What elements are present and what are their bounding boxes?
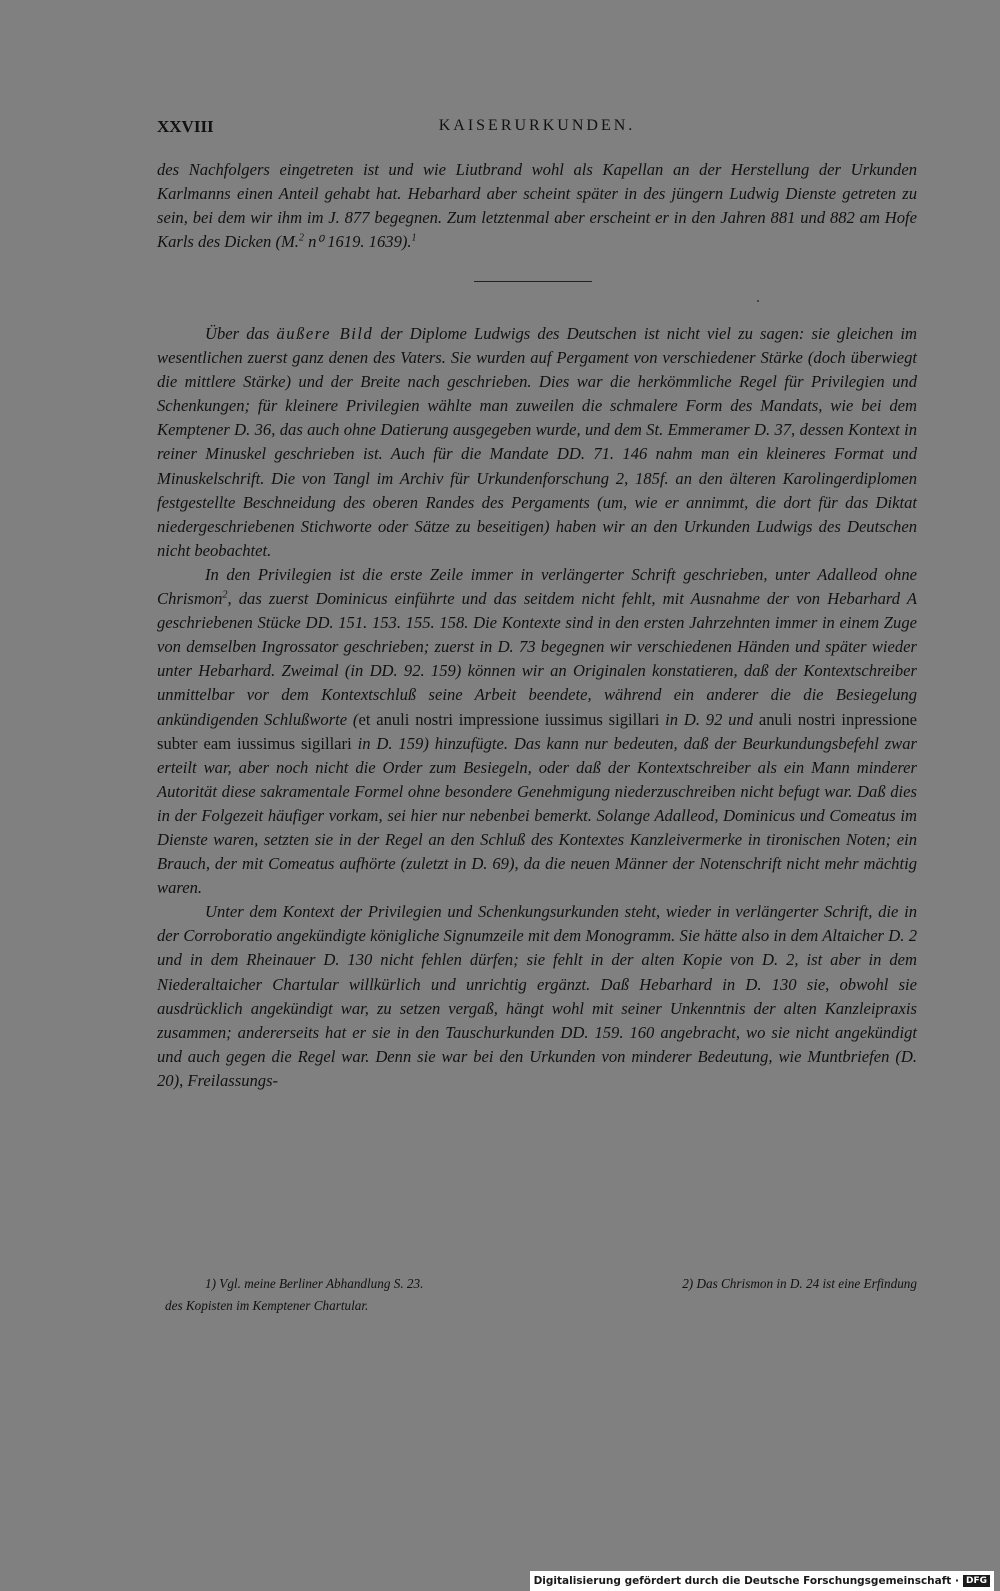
section-divider	[474, 281, 592, 282]
digitization-credit[interactable]	[530, 1571, 994, 1591]
footnote-2: 2) Das Chrismon in D. 24 ist eine Erfindung	[682, 1276, 917, 1291]
paragraph-2-text-a: In den Privilegien ist die erste Zeile immer in verlängerter Schrift geschrieben, unter Adalleod ohne Chrismon	[157, 564, 917, 609]
dfg-logo: DFG	[963, 1575, 990, 1587]
paragraph-3	[157, 900, 917, 1093]
main-text	[157, 322, 917, 1093]
paragraph-2	[157, 563, 917, 900]
paragraph-3-text: Unter dem Kontext der Privilegien und Schenkungsurkunden steht, wieder in verlängerter Schrift, die in der Corroboratio angekündigte königliche Signumzeile mit dem Monogramm. Sie hätte also in dem Altaicher D. 2 und in dem Rheinauer D. 130 nicht fehlen dürfen; sie fehlt in der alten Kopie von D. 2, ist aber in dem Niederaltaicher Chartular willkürlich und unrichtig ergänzt. Daß Hebarhard in D. 130 sie, obwohl sie ausdrücklich angekündigt war, zu setzen vergaß, hängt wohl mit seiner Unkenntnis der alten Kanzleipraxis zusammen; andererseits hat er sie in den Tauschurkunden DD. 159. 160 angebracht, wo sie nicht angekündigt und auch gegen die Regel war. Denn sie war bei den Urkunden von minderer Bedeutung, wie Muntbriefen (D. 20), Freilassungs-	[157, 902, 917, 1090]
intro-paragraph	[157, 158, 917, 254]
latin-quote-1: et anuli nostri impressione iussimus sigillari	[358, 709, 660, 729]
footnote-2-continuation: des Kopisten im Kemptener Chartular.	[165, 1298, 369, 1313]
paragraph-1-text: der Diplome Ludwigs des Deutschen ist nicht viel zu sagen: sie gleichen im wesentlichen zuerst ganz denen des Vaters. Sie wurden auf Pergament von verschiedener Stärke (doch überwiegt die mittlere Stärke) und der Breite nach geschrieben. Dies war die herkömmliche Regel für Privilegien und Schenkungen; für kleinere Privilegien wählte man zuweilen die schmalere Form des Mandats, wie bei dem Kemptener D. 36, das auch ohne Datierung ausgegeben wurde, und dem St. Emmeramer D. 37, dessen Kontext in reiner Minuskel geschrieben ist. Auch für die Mandate DD. 71. 146 nahm man ein kleineres Format und Minuskelschrift. Die von Tangl im Archiv für Urkundenforschung 2, 185f. an den älteren Karolingerdiplomen festgestellte Beschneidung des oberen Randes des Pergaments (um, wie er annimmt, die dort für das Diktat niedergeschriebenen Stichworte oder Sätze zu beseitigen) haben wir an den Urkunden Ludwigs des Deutschen nicht beobachtet.	[157, 324, 917, 560]
paragraph-2-text-d: in D. 159) hinzufügte. Das kann nur bedeuten, daß der Beurkundungsbefehl zwar erteilt war, aber noch nicht die Order zum Besiegeln, oder daß der Kontextschreiber als ein Mann minderer Autorität diese sakramentale Formel ohne besondere Genehmigung niederzuschreiben nicht befugt war. Daß dies in der Folgezeit häufiger vorkam, sei hier nur nebenbei bemerkt. Solange Adalleod, Dominicus und Comeatus im Dienste waren, setzten sie in der Regel an den Schluß des Kontextes Kanzleivermerke in tironischen Noten; ein Brauch, der mit Comeatus aufhörte (zuletzt in D. 69), da die neuen Männer der Notenschrift nicht mehr mächtig waren.	[157, 733, 917, 898]
paragraph-1-spaced: äußere Bild	[276, 324, 374, 343]
paragraph-1	[157, 322, 917, 563]
credit-text: Digitalisierung gefördert durch die Deutsche Forschungsgemeinschaft ·	[533, 1575, 959, 1587]
paragraph-2-text-b: , das zuerst Dominicus einführte und das seitdem nicht fehlt, mit Ausnahme der von Hebarhard A geschriebenen Stücke DD. 151. 153. 155. 158. Die Kontexte sind in den ersten Jahrzehnten immer in einem Zuge von demselben Ingrossator geschrieben; zuerst in D. 73 begegnen wir verschiedenen Händen und später wieder unter Hebarhard. Zweimal (in DD. 92. 159) können wir an Originalen konstatieren, daß der Kontextschreiber unmittelbar vor dem Kontextschluß seine Arbeit beendete, während ein anderer die die Besiegelung ankündigenden Schlußworte (	[157, 589, 917, 729]
page-number: XXVIII	[157, 117, 214, 136]
footnotes	[157, 1273, 917, 1317]
running-head: KAISERURKUNDEN.	[438, 117, 636, 134]
intro-text: des Nachfolgers eingetreten ist und wie Liutbrand wohl als Kapellan an der Herstellung der Urkunden Karlmanns einen Anteil gehabt hat. Hebarhard aber scheint später in des jüngern Ludwig Dienste getreten zu sein, bei dem wir ihm im J. 877 begegnen. Zum letztenmal aber erscheint er in den Jahren 881 und 882 am Hofe Karls des Dicken (M.	[157, 160, 917, 252]
page-header	[157, 117, 917, 143]
footnote-ref-1: 1	[411, 232, 417, 244]
paragraph-2-text-c: in D. 92 und	[659, 709, 759, 729]
edition-superscript: 2	[298, 232, 304, 244]
stray-mark	[757, 300, 759, 302]
footnote-ref-2: 2	[222, 589, 228, 601]
footnote-1: 1) Vgl. meine Berliner Abhandlung S. 23.	[205, 1276, 424, 1291]
latin-quote-2: anuli nostri inpressione subter eam iussimus sigillari	[157, 709, 918, 753]
intro-text-end: n⁰ 1619. 1639).	[303, 232, 412, 252]
paragraph-1-pre: Über das	[205, 324, 277, 343]
